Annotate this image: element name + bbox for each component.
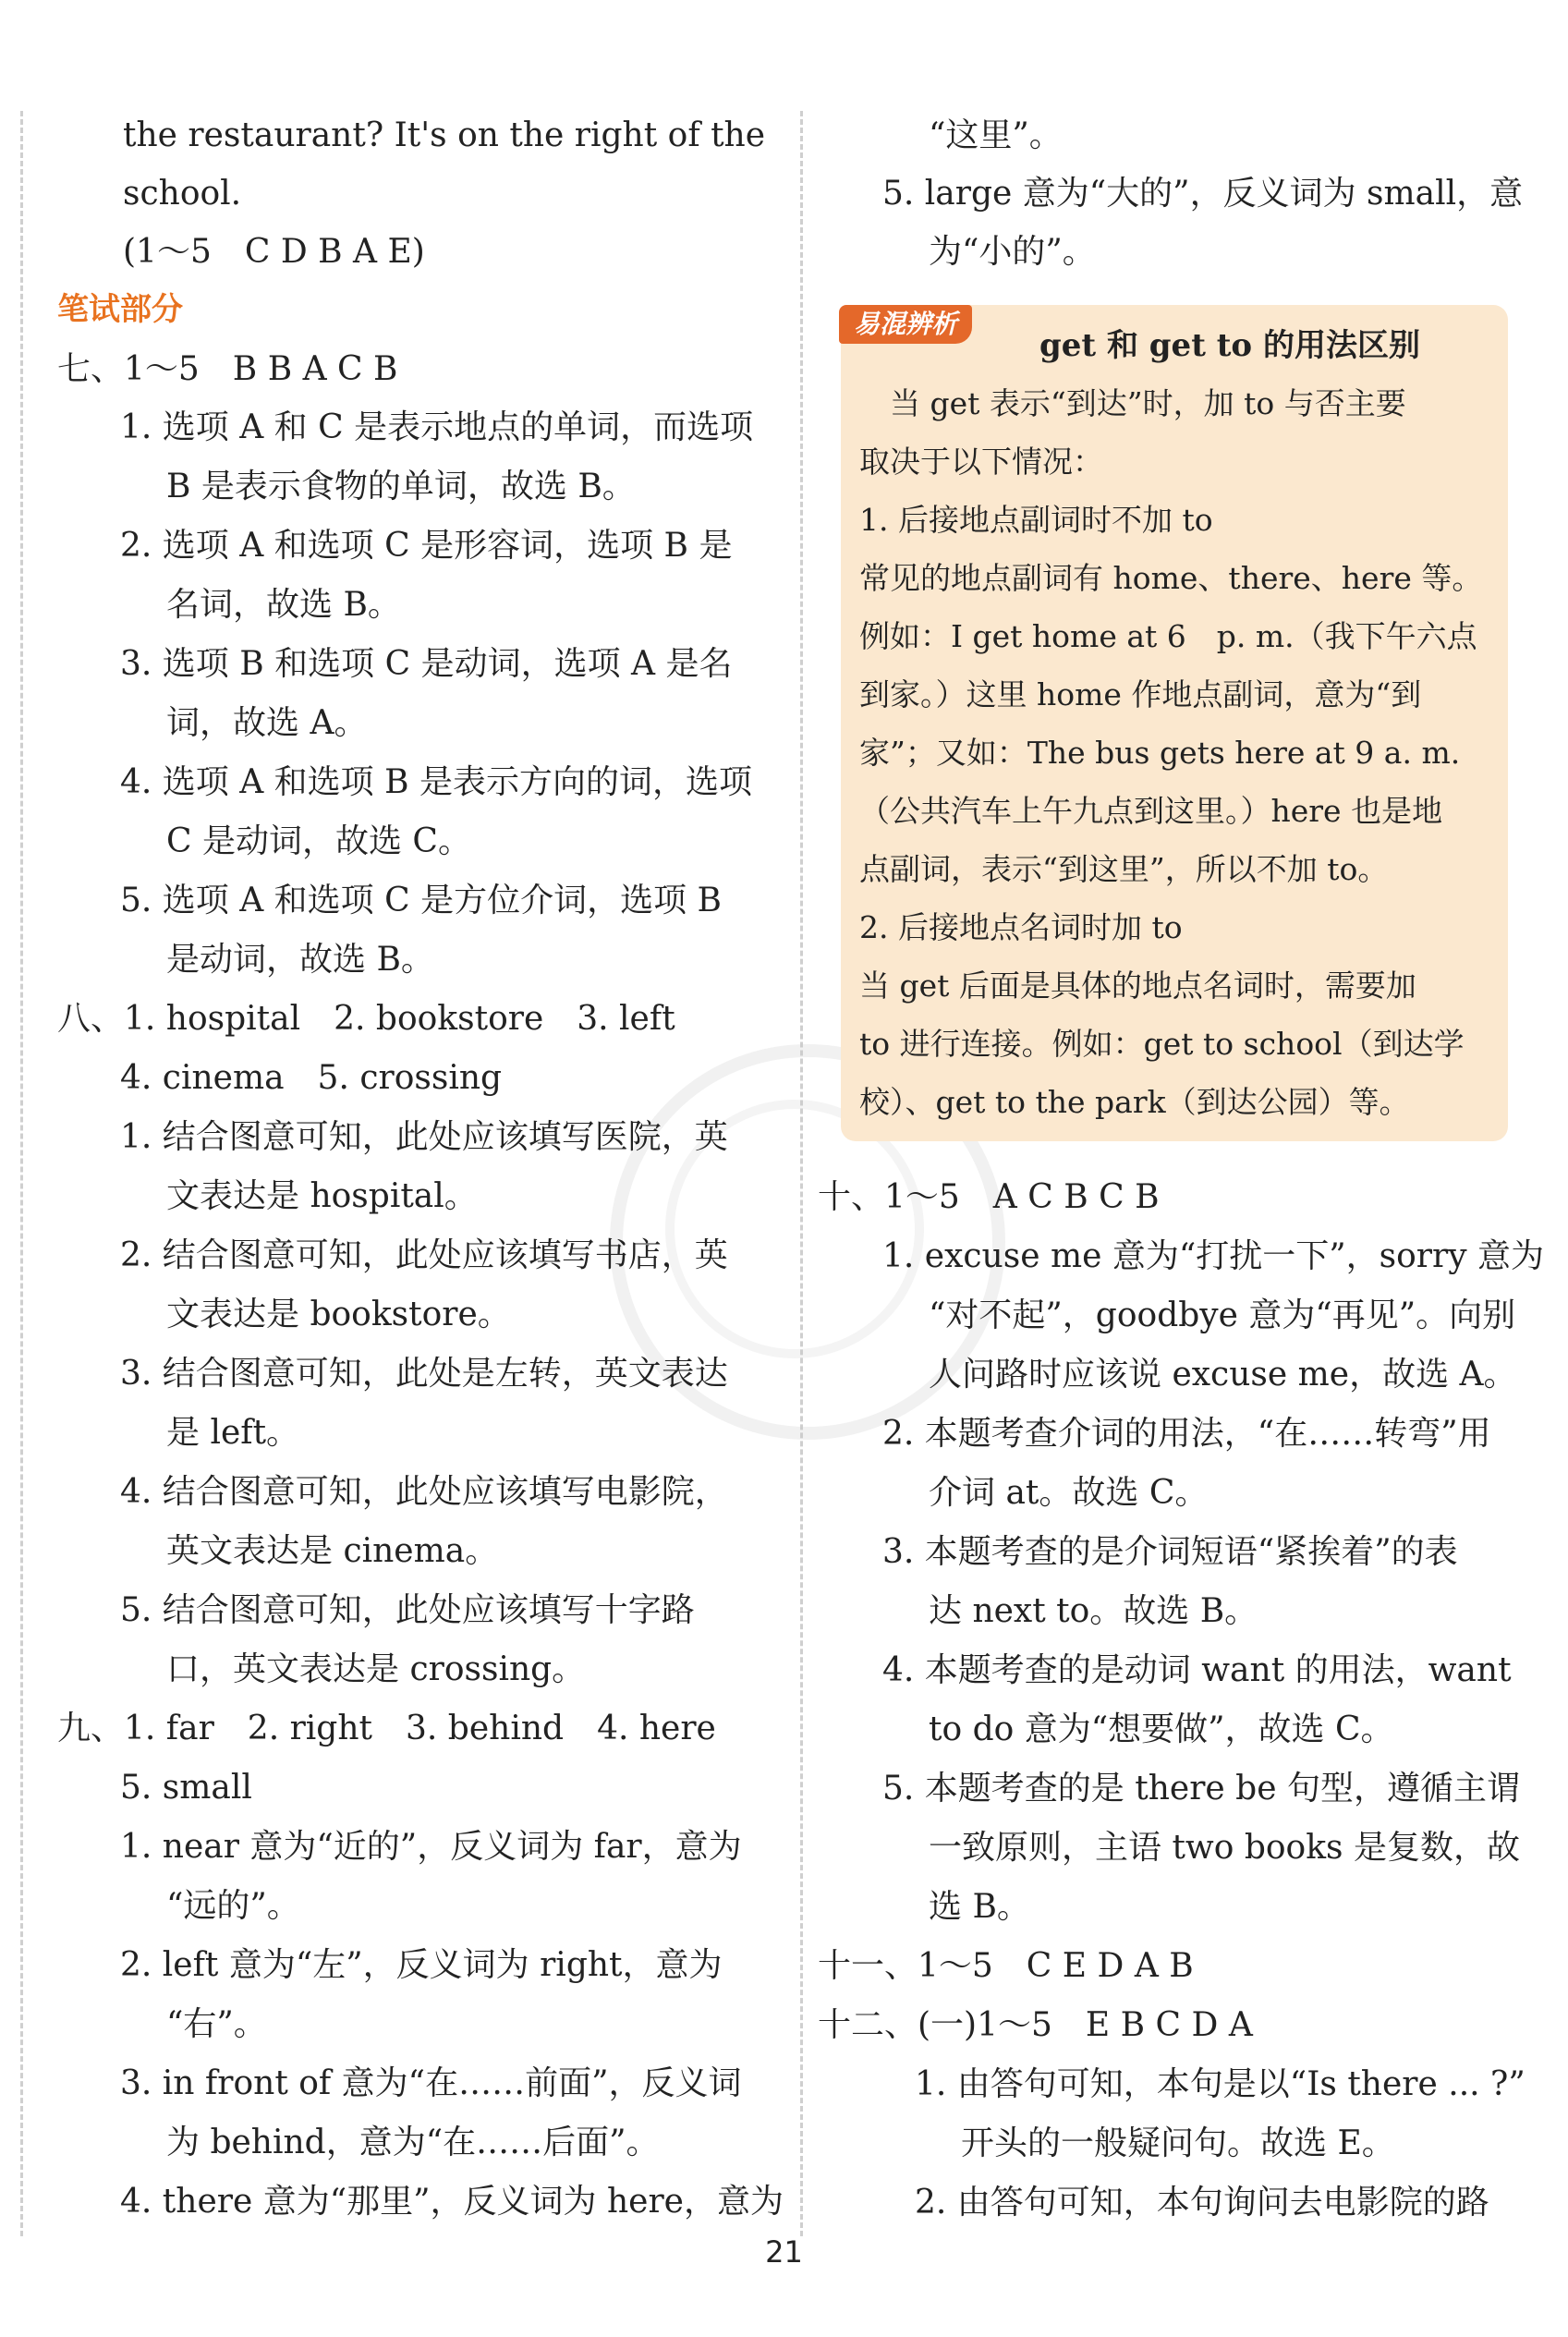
q8-item-2: 2. 结合图意可知，此处应该填写书店，英 [120, 1236, 728, 1274]
tip-line: （公共汽车上午九点到这里。）here 也是地 [859, 793, 1443, 829]
tip-line: 当 get 表示“到达”时，加 to 与否主要 [859, 385, 1406, 421]
q9-item-3-cont: 为 behind，意为“在……后面”。 [166, 2124, 660, 2161]
q8-item-2-cont: 文表达是 bookstore。 [166, 1296, 511, 1333]
tip-box-title: get 和 get to 的用法区别 [1039, 327, 1420, 364]
q10-item-4-cont: to do 意为“想要做”，故选 C。 [929, 1710, 1394, 1748]
q9-answer: 九、1. far 2. right 3. behind 4. here [57, 1710, 716, 1747]
q10-item-5: 5. 本题考查的是 there be 句型，遵循主谓 [882, 1770, 1520, 1808]
q9-answer-cont: 5. small [120, 1769, 252, 1807]
q7-item-5-cont: 是动词，故选 B。 [166, 941, 434, 979]
q8-item-4: 4. 结合图意可知，此处应该填写电影院， [120, 1473, 728, 1511]
q7-answer: 七、1～5 B B A C B [57, 350, 398, 388]
right-top-item-5-cont: 为“小的”。 [929, 233, 1096, 271]
q10-item-1-cont: 人问路时应该说 excuse me，故选 A。 [929, 1356, 1517, 1394]
q10-item-4: 4. 本题考查的是动词 want 的用法，want [882, 1651, 1512, 1689]
q10-item-1-cont: “对不起”，goodbye 意为“再见”。向别 [929, 1296, 1516, 1334]
tip-line: 2. 后接地点名词时加 to [859, 909, 1183, 945]
q8-item-5: 5. 结合图意可知，此处应该填写十字路 [120, 1591, 695, 1629]
tip-line: 到家。）这里 home 作地点副词，意为“到 [859, 676, 1422, 712]
right-top-line: “这里”。 [929, 116, 1063, 154]
q7-item-5: 5. 选项 A 和选项 C 是方位介词，选项 B [120, 882, 723, 919]
q10-item-5-cont: 一致原则，主语 two books 是复数，故 [929, 1829, 1520, 1867]
q9-item-2-cont: “右”。 [166, 2005, 267, 2043]
tip-line: 当 get 后面是具体的地点名词时，需要加 [859, 968, 1416, 1004]
intro-answer: (1～5 C D B A E) [123, 233, 425, 271]
tip-line: 1. 后接地点副词时不加 to [859, 502, 1213, 538]
q10-item-2-cont: 介词 at。故选 C。 [929, 1474, 1209, 1512]
tip-line: 取决于以下情况： [859, 444, 1103, 480]
q8-item-3-cont: 是 left。 [166, 1414, 300, 1452]
tip-box [841, 305, 1508, 1141]
q8-item-5-cont: 口，英文表达是 crossing。 [166, 1650, 586, 1688]
q12-item-2: 2. 由答句可知，本句询问去电影院的路 [915, 2184, 1489, 2221]
q9-item-2: 2. left 意为“左”，反义词为 right，意为 [120, 1946, 723, 1984]
q8-item-1: 1. 结合图意可知，此处应该填写医院，英 [120, 1118, 728, 1156]
q10-item-1: 1. excuse me 意为“打扰一下”，sorry 意为 [882, 1237, 1545, 1275]
tip-line: 家”；又如：The bus gets here at 9 a. m. [859, 735, 1461, 771]
q8-answer-cont: 4. cinema 5. crossing [120, 1059, 503, 1097]
q12-item-1: 1. 由答句可知，本句是以“Is there ... ?” [915, 2065, 1525, 2103]
q11-answer: 十一、1～5 C E D A B [818, 1947, 1194, 1985]
intro-line: school. [123, 175, 242, 213]
section-title: 笔试部分 [57, 291, 183, 328]
q8-item-4-cont: 英文表达是 cinema。 [166, 1532, 499, 1570]
intro-line: the restaurant? It's on the right of the [123, 116, 766, 154]
q8-item-3: 3. 结合图意可知，此处是左转，英文表达 [120, 1355, 728, 1393]
q7-item-2: 2. 选项 A 和选项 C 是形容词，选项 B 是 [120, 527, 733, 565]
tip-box-label: 易混辨析 [839, 305, 972, 344]
q9-item-4: 4. there 意为“那里”，反义词为 here，意为 [120, 2183, 784, 2221]
q7-item-1: 1. 选项 A 和 C 是表示地点的单词，而选项 [120, 408, 754, 446]
tip-line: 校）、get to the park（到达公园）等。 [859, 1084, 1410, 1120]
q7-item-2-cont: 名词，故选 B。 [166, 586, 401, 624]
q8-item-1-cont: 文表达是 hospital。 [166, 1177, 478, 1215]
q12-item-1-cont: 开头的一般疑问句。故选 E。 [961, 2124, 1395, 2162]
tip-line: 常见的地点副词有 home、there、here 等。 [859, 560, 1483, 596]
right-top-item-5: 5. large 意为“大的”，反义词为 small，意 [882, 175, 1524, 213]
q7-item-3-cont: 词，故选 A。 [166, 704, 368, 742]
q10-item-3: 3. 本题考查的是介词短语“紧挨着”的表 [882, 1533, 1458, 1571]
q7-item-3: 3. 选项 B 和选项 C 是动词，选项 A 是名 [120, 645, 733, 683]
tip-line: 点副词，表示“到这里”，所以不加 to。 [859, 851, 1389, 887]
q8-answer: 八、1. hospital 2. bookstore 3. left [57, 1000, 675, 1038]
q7-item-1-cont: B 是表示食物的单词，故选 B。 [166, 468, 636, 505]
q12-answer: 十二、(一)1～5 E B C D A [818, 2006, 1253, 2044]
q9-item-3: 3. in front of 意为“在……前面”，反义词 [120, 2064, 742, 2102]
tip-line: 例如：I get home at 6 p. m.（我下午六点 [859, 618, 1477, 654]
tip-line: to 进行连接。例如：get to school（到达学 [859, 1026, 1465, 1062]
q7-item-4-cont: C 是动词，故选 C。 [166, 822, 471, 860]
page-number: 21 [765, 2234, 803, 2270]
q10-item-3-cont: 达 next to。故选 B。 [929, 1592, 1258, 1630]
q10-item-5-cont: 选 B。 [929, 1888, 1030, 1926]
q10-item-2: 2. 本题考查介词的用法，“在……转弯”用 [882, 1415, 1491, 1453]
q10-answer: 十、1～5 A C B C B [818, 1178, 1160, 1216]
q7-item-4: 4. 选项 A 和选项 B 是表示方向的词，选项 [120, 763, 753, 801]
q9-item-1: 1. near 意为“近的”，反义词为 far，意为 [120, 1828, 742, 1866]
left-margin-line [20, 111, 23, 2236]
q9-item-1-cont: “远的”。 [166, 1887, 300, 1925]
